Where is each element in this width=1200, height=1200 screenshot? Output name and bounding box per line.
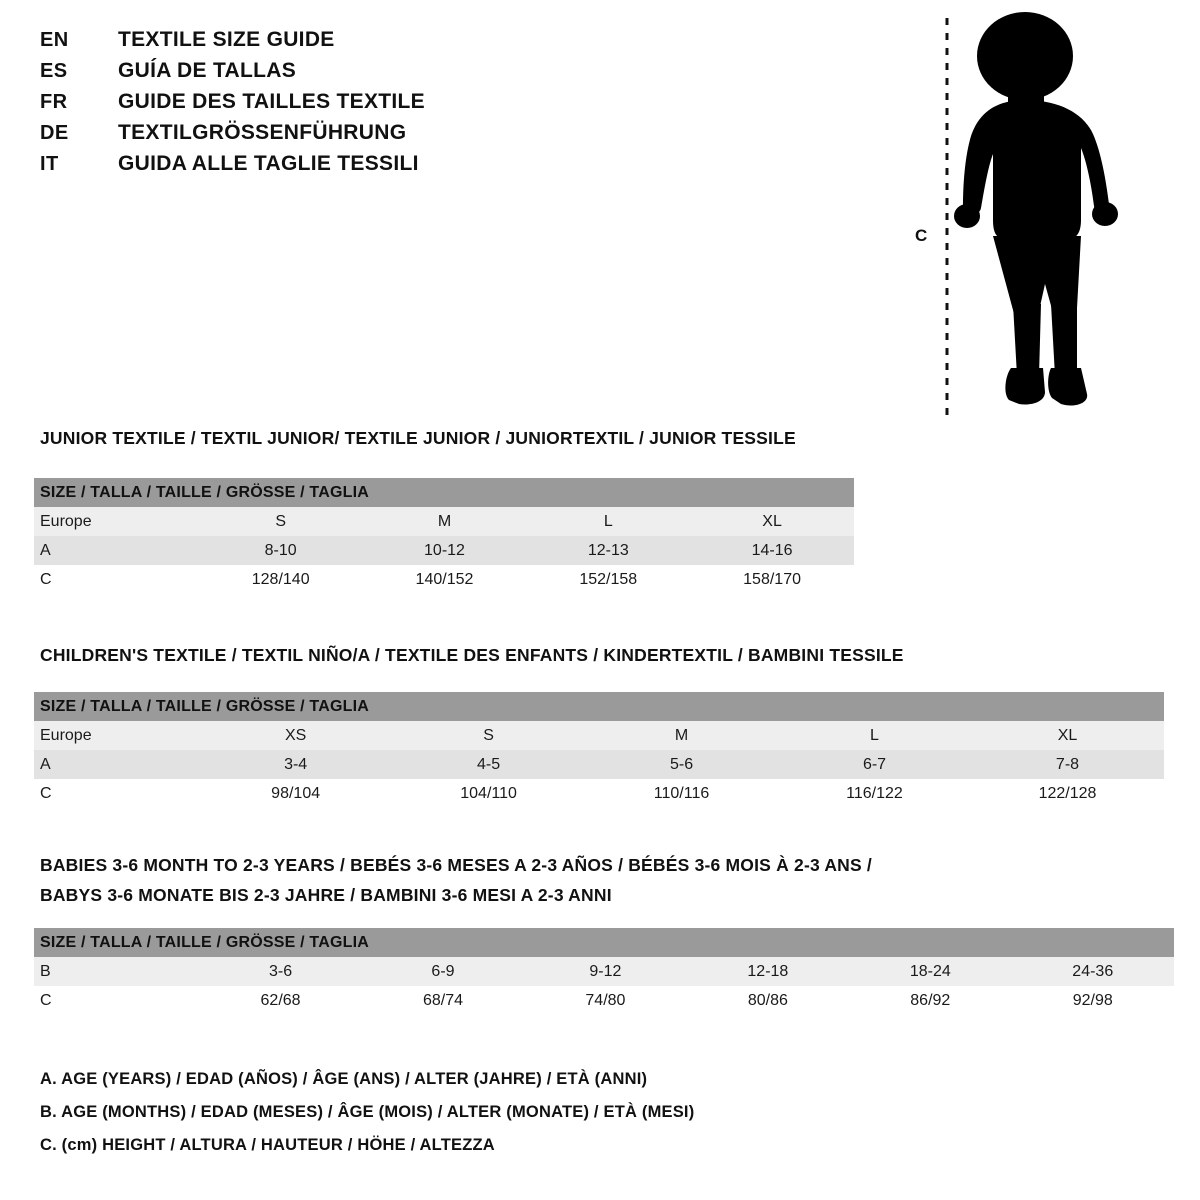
row-label-a: A	[40, 541, 51, 559]
header-row-fr	[40, 90, 740, 121]
row-label-europe: Europe	[40, 726, 92, 744]
child-body-shape	[954, 12, 1118, 406]
legend	[40, 1070, 1040, 1169]
figure-c-label: C	[915, 226, 928, 245]
cell-b-2: 9-12	[589, 962, 622, 980]
table-row	[34, 565, 854, 594]
section-title-babies-line2: BABYS 3-6 MONATE BIS 2-3 JAHRE / BAMBINI 3-6 MESI A 2-3 ANNI	[40, 885, 612, 905]
cell-c-0: 62/68	[260, 991, 301, 1009]
cell-c-3: 158/170	[743, 570, 801, 588]
cell-europe-0: XS	[284, 726, 307, 744]
cell-c-4: 122/128	[1038, 784, 1097, 802]
cell-a-2: 12-13	[587, 541, 629, 559]
cell-c-2: 152/158	[579, 570, 638, 588]
cell-a-0: 3-4	[284, 755, 308, 773]
figure-child-measurement	[905, 8, 1135, 428]
cell-europe-2: L	[603, 512, 613, 530]
cell-c-3: 80/86	[747, 991, 788, 1009]
table-children	[34, 692, 1164, 808]
section-title-babies	[40, 855, 872, 906]
table-row-band	[34, 692, 1164, 721]
cell-a-3: 14-16	[751, 541, 793, 559]
section-title-babies-line1: BABIES 3-6 MONTH TO 2-3 YEARS / BEBÉS 3-6 MESES A 2-3 AÑOS / BÉBÉS 3-6 MOIS À 2-3 ANS /	[40, 855, 872, 875]
header-row-es	[40, 59, 740, 90]
row-label-a: A	[40, 755, 51, 773]
band-label-children: SIZE / TALLA / TAILLE / GRÖSSE / TAGLIA	[34, 692, 1164, 721]
cell-europe-3: XL	[762, 512, 782, 530]
table-row-band	[34, 928, 1174, 957]
table-row	[34, 507, 854, 536]
header-text-es: GUÍA DE TALLAS	[118, 59, 297, 82]
legend-line-c: C. (cm) HEIGHT / ALTURA / HAUTEUR / HÖHE / ALTEZZA	[40, 1136, 495, 1154]
language-code-it: IT	[40, 153, 59, 175]
table-row-band	[34, 478, 854, 507]
header-row-en	[40, 28, 740, 59]
language-code-de: DE	[40, 122, 69, 144]
header-text-en: TEXTILE SIZE GUIDE	[118, 28, 335, 51]
language-code-en: EN	[40, 29, 69, 51]
row-label-b: B	[40, 962, 51, 980]
table-row	[34, 721, 1164, 750]
cell-b-1: 6-9	[431, 962, 455, 980]
cell-b-3: 12-18	[747, 962, 789, 980]
section-title-children: CHILDREN'S TEXTILE / TEXTIL NIÑO/A / TEXTILE DES ENFANTS / KINDERTEXTIL / BAMBINI TESSILE	[40, 645, 904, 665]
cell-europe-1: M	[437, 512, 452, 530]
section-title-junior: JUNIOR TEXTILE / TEXTIL JUNIOR/ TEXTILE JUNIOR / JUNIORTEXTIL / JUNIOR TESSILE	[40, 428, 796, 448]
header-text-it: GUIDA ALLE TAGLIE TESSILI	[118, 152, 419, 175]
table-row	[34, 957, 1174, 986]
legend-line-a: A. AGE (YEARS) / EDAD (AÑOS) / ÂGE (ANS) / ALTER (JAHRE) / ETÀ (ANNI)	[40, 1070, 648, 1088]
cell-europe-0: S	[275, 512, 287, 530]
cell-c-2: 74/80	[585, 991, 626, 1009]
row-label-c: C	[40, 991, 52, 1009]
cell-c-1: 104/110	[460, 784, 517, 802]
table-babies	[34, 928, 1174, 1015]
child-silhouette-icon	[905, 8, 1135, 428]
table-row	[34, 750, 1164, 779]
cell-europe-4: XL	[1057, 726, 1078, 744]
cell-c-3: 116/122	[846, 784, 903, 802]
row-label-c: C	[40, 784, 52, 802]
table-row	[34, 986, 1174, 1015]
header-row-it	[40, 152, 740, 183]
cell-a-1: 4-5	[477, 755, 501, 773]
cell-europe-2: M	[674, 726, 689, 744]
cell-c-4: 86/92	[910, 991, 951, 1009]
band-label-junior: SIZE / TALLA / TAILLE / GRÖSSE / TAGLIA	[34, 478, 854, 507]
row-label-europe: Europe	[40, 512, 92, 530]
legend-line-b: B. AGE (MONTHS) / EDAD (MESES) / ÂGE (MOIS) / ALTER (MONATE) / ETÀ (MESI)	[40, 1103, 695, 1121]
cell-b-5: 24-36	[1072, 962, 1114, 980]
cell-a-4: 7-8	[1055, 755, 1080, 773]
cell-b-0: 3-6	[268, 962, 293, 980]
language-code-fr: FR	[40, 91, 68, 113]
row-label-c: C	[40, 570, 52, 588]
cell-c-0: 98/104	[271, 784, 321, 802]
cell-c-5: 92/98	[1072, 991, 1113, 1009]
language-code-es: ES	[40, 60, 68, 82]
table-junior	[34, 478, 854, 594]
table-row	[34, 536, 854, 565]
header-row-de	[40, 121, 740, 152]
cell-c-0: 128/140	[251, 570, 310, 588]
cell-c-1: 68/74	[422, 991, 463, 1009]
header-title-block	[40, 28, 740, 183]
cell-c-1: 140/152	[415, 570, 474, 588]
cell-a-0: 8-10	[264, 541, 297, 559]
cell-a-3: 6-7	[862, 755, 887, 773]
cell-a-1: 10-12	[424, 541, 465, 559]
header-text-fr: GUIDE DES TAILLES TEXTILE	[118, 90, 425, 113]
cell-b-4: 18-24	[909, 962, 951, 980]
header-text-de: TEXTILGRÖSSENFÜHRUNG	[118, 121, 407, 144]
cell-europe-1: S	[483, 726, 494, 744]
table-row	[34, 779, 1164, 808]
cell-europe-3: L	[870, 726, 879, 744]
cell-c-2: 110/116	[653, 784, 710, 802]
band-label-babies: SIZE / TALLA / TAILLE / GRÖSSE / TAGLIA	[34, 928, 1174, 957]
cell-a-2: 5-6	[669, 755, 694, 773]
